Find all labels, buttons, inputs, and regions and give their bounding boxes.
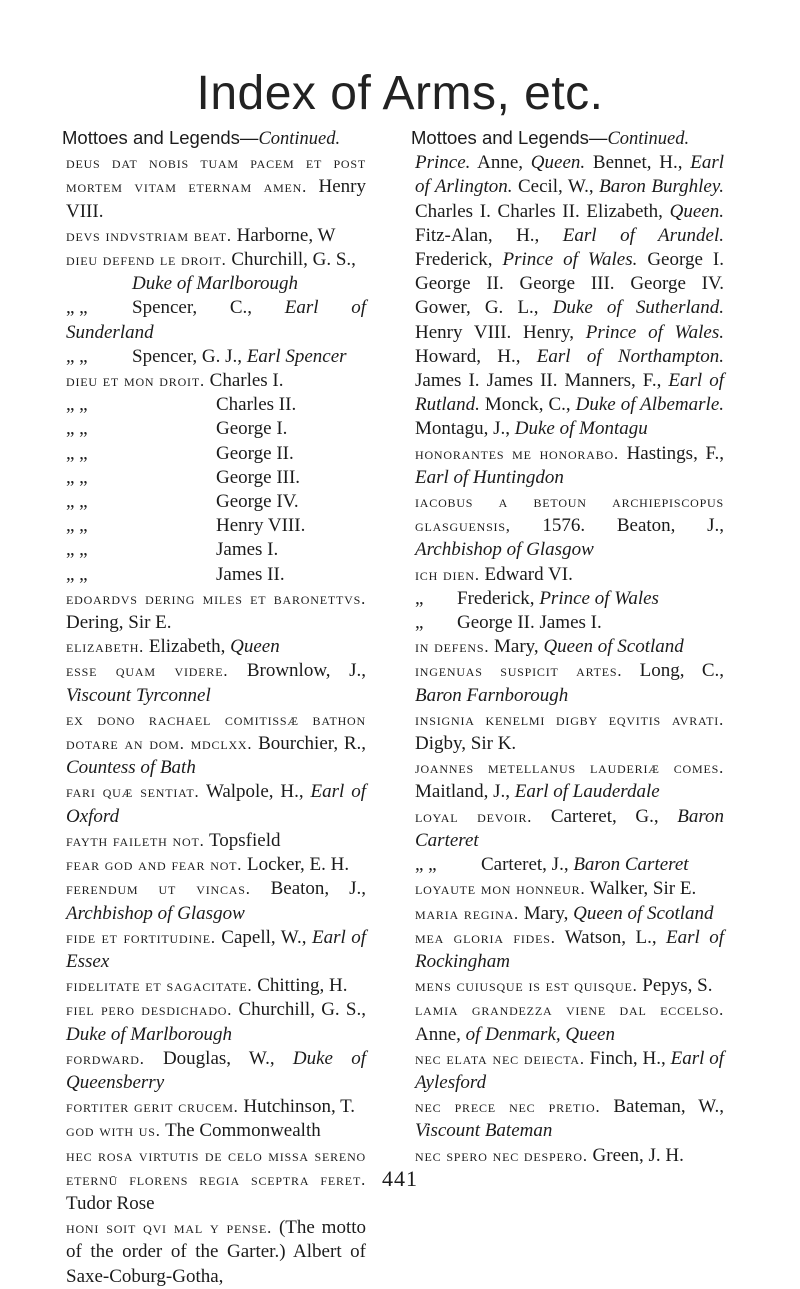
prince-entry-title: Earl of Northampton. — [536, 345, 724, 367]
prince-entry-title: Prince of Wales. — [502, 249, 638, 271]
index-entry: devs indvstriam beat. Harborne, W — [66, 224, 336, 246]
index-entry: mens cuiusque is est quisque. Pepys, S. — [415, 975, 713, 997]
index-entry: dieu defend le droit. Churchill, G. S., — [66, 249, 356, 271]
index-entry: „ „ Carteret, J., Baron Carteret — [415, 854, 689, 876]
prince-entry-name: George I. George II. George III. George IV. Gower, G. L., — [415, 249, 724, 319]
prince-entry-title: Queen. — [530, 152, 586, 174]
left-column-heading: Mottoes and Legends—Continued. — [62, 127, 341, 149]
prince-entry-name: Cecil, W., — [512, 176, 600, 198]
index-entry: esse quam videre. Brownlow, J., Viscount Tyrconnel — [66, 660, 366, 706]
index-entry: „ George II. James I. — [415, 612, 602, 634]
prince-entry-name: Frederick, — [415, 249, 503, 271]
index-entry: god with us. The Commonwealth — [66, 1120, 321, 1142]
index-entry: elizabeth. Elizabeth, Queen — [66, 636, 280, 658]
dieu-et-mon-droit-list: „ „ Charles II. „ „ George I. „ „ George II. „ „ George III. „ „ George IV. „ „ Henry VIII. „ „ James I. „ „ James II. — [66, 394, 306, 585]
index-entry: „ Frederick, Prince of Wales — [415, 587, 659, 609]
right-column — [411, 126, 725, 1168]
prince-entry-name: Anne, — [477, 152, 531, 174]
index-entry: loyaute mon honneur. Walker, Sir E. — [415, 878, 697, 900]
prince-entry-name: Henry VIII. Henry, — [415, 321, 586, 343]
prince-entry-title: Earl of Arlington. — [415, 152, 724, 198]
prince-entry-title: Earl of Arundel. — [562, 224, 724, 246]
index-entry: fide et fortitudine. Capell, W., Earl of Essex — [66, 926, 367, 972]
prince-entry-title: Duke of Montagu — [514, 418, 648, 440]
index-entry: iacobus a betoun archiepiscopus glasguensis, 1576. Beaton, J., Archbishop of Glasgow — [415, 492, 724, 561]
page-number: 441 — [382, 1166, 418, 1191]
index-entry: hec rosa virtutis de celo missa sereno eternū florens regia sceptra feret. Tudor Rose — [66, 1145, 366, 1214]
prince-entry-name: Bennet, H., — [585, 152, 691, 174]
right-column-heading: Mottoes and Legends—Continued. — [411, 127, 690, 149]
index-entry: honorantes me honorabo. Hastings, F., Earl of Huntingdon — [415, 442, 725, 488]
prince-entry-name: Monck, C., — [479, 394, 576, 416]
index-entry: „ „ Spencer, C., Earl of Sunderland — [66, 297, 367, 343]
index-entry: in defens. Mary, Queen of Scotland — [415, 636, 684, 658]
index-entry: fiel pero desdichado. Churchill, G. S., Duke of Marlborough — [66, 999, 366, 1045]
index-entry: ich dien. Edward VI. — [415, 563, 573, 585]
index-entry: lamia grandezza viene dal eccelso. Anne, of Denmark, Queen — [415, 1000, 724, 1045]
index-entry: nec prece nec pretio. Bateman, W., Viscount Bateman — [415, 1096, 724, 1142]
prince-entry-title: Prince of Wales. — [585, 321, 724, 343]
index-entry: honi soit qvi mal y pense. (The motto of the order of the Garter.) Albert of Saxe-Coburg-Gotha, — [66, 1217, 367, 1287]
prince-entry-title: Duke of Albemarle. — [575, 394, 725, 416]
index-entry: nec elata nec deiecta. Finch, H., Earl of Aylesford — [415, 1047, 725, 1093]
index-entry: fordward. Douglas, W., Duke of Queensberry — [66, 1047, 367, 1093]
prince-entry-title: Baron Burghley. — [599, 176, 724, 198]
prince-entry-name: Charles I. Charles II. Elizabeth, — [415, 200, 670, 222]
prince-entry-body — [415, 152, 724, 439]
index-entry: ex dono rachael comitissæ bathon dotare an dom. mdclxx. Bourchier, R., Countess of Bath — [66, 709, 367, 779]
left-column — [62, 126, 367, 1289]
index-entry: „ „ Spencer, G. J., Earl Spencer — [66, 345, 347, 367]
index-entry: maria regina. Mary, Queen of Scotland — [415, 902, 714, 924]
index-entry: insignia kenelmi digby eqvitis avrati. Digby, Sir K. — [415, 709, 724, 755]
prince-entry-name: James I. James II. Manners, F., — [415, 370, 669, 392]
index-entry: Duke of Marlborough — [132, 273, 299, 295]
index-entry: fortiter gerit crucem. Hutchinson, T. — [66, 1096, 356, 1118]
index-entry: fidelitate et sagacitate. Chitting, H. — [66, 975, 348, 997]
index-entry: fari quæ sentiat. Walpole, H., Earl of Oxford — [66, 781, 366, 827]
index-entry: ferendum ut vincas. Beaton, J., Archbishop of Glasgow — [66, 878, 367, 924]
index-entry: deus dat nobis tuam pacem et post mortem vitam eternam amen. Henry VIII. — [66, 153, 366, 222]
prince-entry-name: Howard, H., — [415, 345, 537, 367]
prince-entry-title: Duke of Sutherland. — [552, 297, 724, 319]
index-entry: fear god and fear not. Locker, E. H. — [66, 854, 350, 876]
prince-entry-title: Earl of Rutland. — [415, 370, 725, 416]
prince-entry-name: Fitz-Alan, H., — [415, 224, 563, 246]
prince-entry-name: Montagu, J., — [415, 418, 515, 440]
index-entry: edoardvs dering miles et baronettvs. Dering, Sir E. — [66, 588, 366, 634]
index-entry: ingenuas suspicit artes. Long, C., Baron Farnborough — [415, 660, 725, 706]
page-title: Index of Arms, etc. — [196, 67, 604, 120]
index-entry: mea gloria fides. Watson, L., Earl of Rockingham — [415, 926, 725, 972]
index-entry: fayth faileth not. Topsfield — [66, 829, 281, 851]
index-entry: joannes metellanus lauderiæ comes. Maitland, J., Earl of Lauderdale — [415, 758, 724, 803]
index-entry-prince: Prince. Anne, Queen. Bennet, H., Earl of Arlington. Cecil, W., Baron Burghley. Charles I. Charles II. Elizabeth, Queen. Fitz-Alan, H., Earl of Arundel. Frederick, Prince of Wales. George I. George II. George III. George IV. Gower, G. L., Duke of Sutherland. Henry VIII. Henry, Prince of Wales. Howard, H., Earl of Northampton. James I. James II. Manners, F., Earl of Rutland. Monck, C., Duke of Albemarle. Montagu, J., Duke of Montagu — [415, 152, 725, 440]
index-entry: loyal devoir. Carteret, G., Baron Carteret — [415, 805, 725, 851]
index-entry: nec spero nec despero. Green, J. H. — [415, 1144, 684, 1166]
index-entry: dieu et mon droit. Charles I. — [66, 370, 284, 392]
prince-entry-title: Queen. — [669, 200, 724, 222]
